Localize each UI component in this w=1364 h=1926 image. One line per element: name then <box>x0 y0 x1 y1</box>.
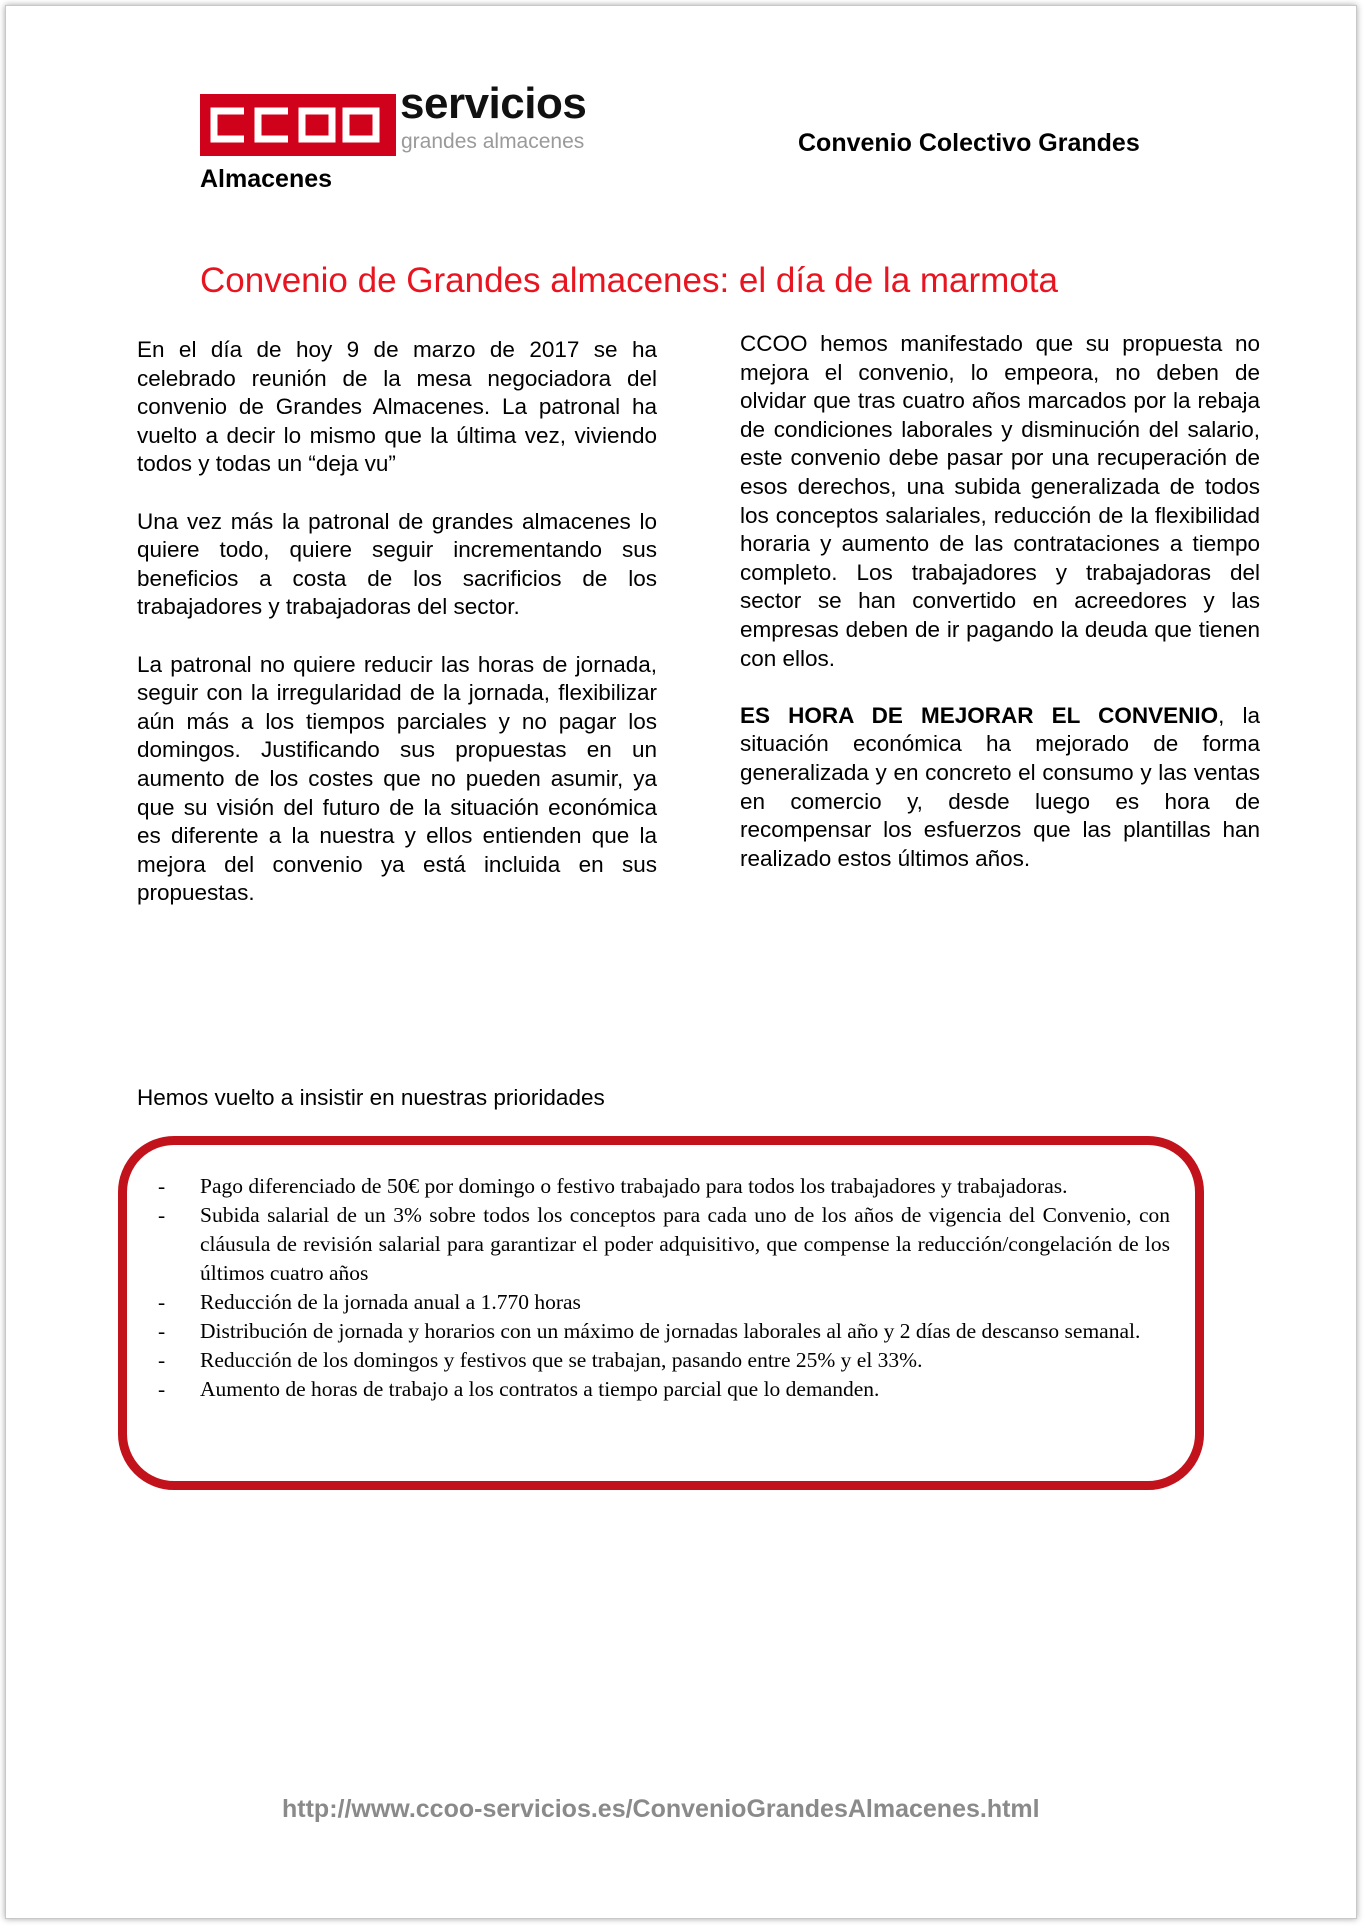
header-document-title-continued: Almacenes <box>200 165 333 193</box>
paragraph: La patronal no quiere reducir las horas de jornada, seguir con la irregularidad de la jornada, flexibilizar aún más a los tiempos parciales y no pagar los domingos. Justificando sus propuestas en un aumento de los costes que no pueden asumir, ya que su visión del futuro de la situación económica es diferente a la nuestra y ellos entienden que la mejora del convenio ya está incluida en sus propuestas. <box>137 651 657 906</box>
paragraph: En el día de hoy 9 de marzo de 2017 se ha celebrado reunión de la mesa negociadora del convenio de Grandes Almacenes. La patronal ha vuelto a decir lo mismo que la última vez, viviendo todos y todas un “deja vu” <box>137 337 657 477</box>
list-item <box>140 1288 1170 1317</box>
list-item <box>140 1317 1170 1346</box>
paragraph: Una vez más la patronal de grandes almacenes lo quiere todo, quiere seguir incrementando sus beneficios a costa de los sacrificios de los trabajadores y trabajadoras del sector. <box>137 508 657 620</box>
page-title: Convenio de Grandes almacenes: el día de la marmota <box>200 261 1058 300</box>
bullet-dash: - <box>158 1319 166 1343</box>
list-item <box>140 1375 1170 1404</box>
emphasis-text: ES HORA DE MEJORAR EL CONVENIO <box>740 702 1219 728</box>
bullet-dash: - <box>158 1377 166 1401</box>
list-item-text: Aumento de horas de trabajo a los contratos a tiempo parcial que lo demanden. <box>200 1377 880 1401</box>
priorities-list <box>140 1172 1170 1404</box>
priorities-intro: Hemos vuelto a insistir en nuestras prioridades <box>137 1085 605 1110</box>
bullet-dash: - <box>158 1290 166 1314</box>
logo-subtitle: grandes almacenes <box>401 130 585 153</box>
logo-word: servicios <box>400 79 587 128</box>
bullet-dash: - <box>158 1203 166 1227</box>
list-item <box>140 1201 1170 1288</box>
ccoo-logo <box>200 94 396 156</box>
paragraph-text: , la situación económica ha mejorado de forma generalizada y en concreto el consumo y las ventas en comercio y, desde luego es hora de recompensar los esfuerzos que las plantillas han realizado estos últimos años. <box>740 702 1261 871</box>
header-document-title: Convenio Colectivo Grandes <box>798 129 1140 157</box>
paragraph <box>740 702 1260 874</box>
list-item <box>140 1172 1170 1201</box>
footer-link[interactable]: http://www.ccoo-servicios.es/ConvenioGrandesAlmacenes.html <box>282 1795 1040 1823</box>
list-item-text: Reducción de los domingos y festivos que se trabajan, pasando entre 25% y el 33%. <box>200 1348 923 1372</box>
list-item-text: Subida salarial de un 3% sobre todos los conceptos para cada uno de los años de vigencia del Convenio, con cláusula de revisión salarial para garantizar el poder adquisitivo, que compense la reducción/congelación de los últimos cuatro años <box>200 1203 1170 1285</box>
list-item-text: Reducción de la jornada anual a 1.770 horas <box>200 1290 581 1314</box>
list-item-text: Pago diferenciado de 50€ por domingo o festivo trabajado para todos los trabajadores y trabajadoras. <box>200 1174 1068 1198</box>
bullet-dash: - <box>158 1174 166 1198</box>
right-column <box>740 330 1260 902</box>
list-item <box>140 1346 1170 1375</box>
left-column <box>137 336 657 936</box>
paragraph: CCOO hemos manifestado que su propuesta no mejora el convenio, lo empeora, no deben de olvidar que tras cuatro años marcados por la rebaja de condiciones laborales y disminución del salario, este convenio debe pasar por una recuperación de esos derechos, una subida generalizada de todos los conceptos salariales, reducción de la flexibilidad horaria y aumento de las contrataciones a tiempo completo. Los trabajadores y trabajadoras del sector se han convertido en acreedores y las empresas deben de ir pagando la deuda que tienen con ellos. <box>740 331 1260 671</box>
bullet-dash: - <box>158 1348 166 1372</box>
list-item-text: Distribución de jornada y horarios con un máximo de jornadas laborales al año y 2 días de descanso semanal. <box>200 1319 1141 1343</box>
